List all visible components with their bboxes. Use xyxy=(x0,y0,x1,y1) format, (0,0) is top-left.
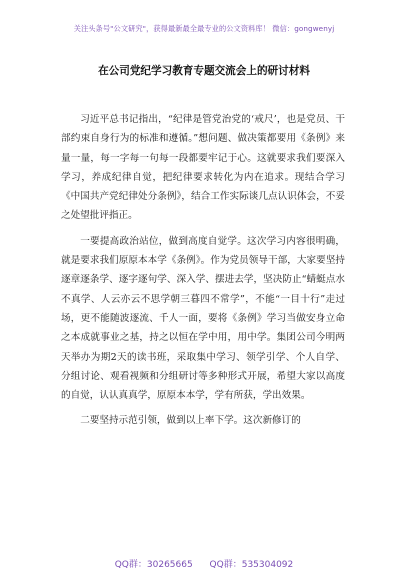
header-promo-note: 关注头条号"公文研究"，获得最新最全最专业的公文资料库！ 微信：gongwenyj xyxy=(73,24,335,33)
body-paragraph: 一要提高政治站位，做到高度自觉学。这次学习内容很明确，就是要求我们原原本本学《条例》。作为党员领导干部，大家要坚持逐章逐条学、逐字逐句学、深入学、摆进去学，坚决防止“蜻蜓点水不真学、人云亦云不思学朝三暮四不常学”，不能“一目十行”走过场，更不能随波逐流、千人一面，要将《条例》学习当做安身立命之本成就事业之基，持之以恒在学中用，用中学。集团公司今明两天举办为期2天的读书班，采取集中学习、领学引学、个人自学、分组讨论、观看视频和分组研讨等多种形式开展，希望大家以高度的自觉，认认真真学，原原本本学，学有所获，学出效果。 xyxy=(61,235,345,402)
body-paragraph: 习近平总书记指出，“纪律是管党治党的‘戒尺’，也是党员、干部约束自身行为的标准和遵循。”想问题、做决策都要用《条例》来量一量，每一字每一句每一段都要牢记于心。这就要求我们要深入学习，养成纪律自觉，把纪律要求转化为内在追求。现结合学习《中国共产党纪律处分条例》，结合工作实际谈几点认识体会，不妥之处望批评指正。 xyxy=(61,114,345,222)
document-body xyxy=(61,110,345,437)
body-paragraph: 二要坚持示范引领，做到以上率下学。这次新修订的 xyxy=(80,415,301,427)
footer-qq-groups: QQ群：30265665 QQ群：535304092 xyxy=(114,560,294,570)
document-title: 在公司党纪学习教育专题交流会上的研讨材料 xyxy=(98,65,310,77)
